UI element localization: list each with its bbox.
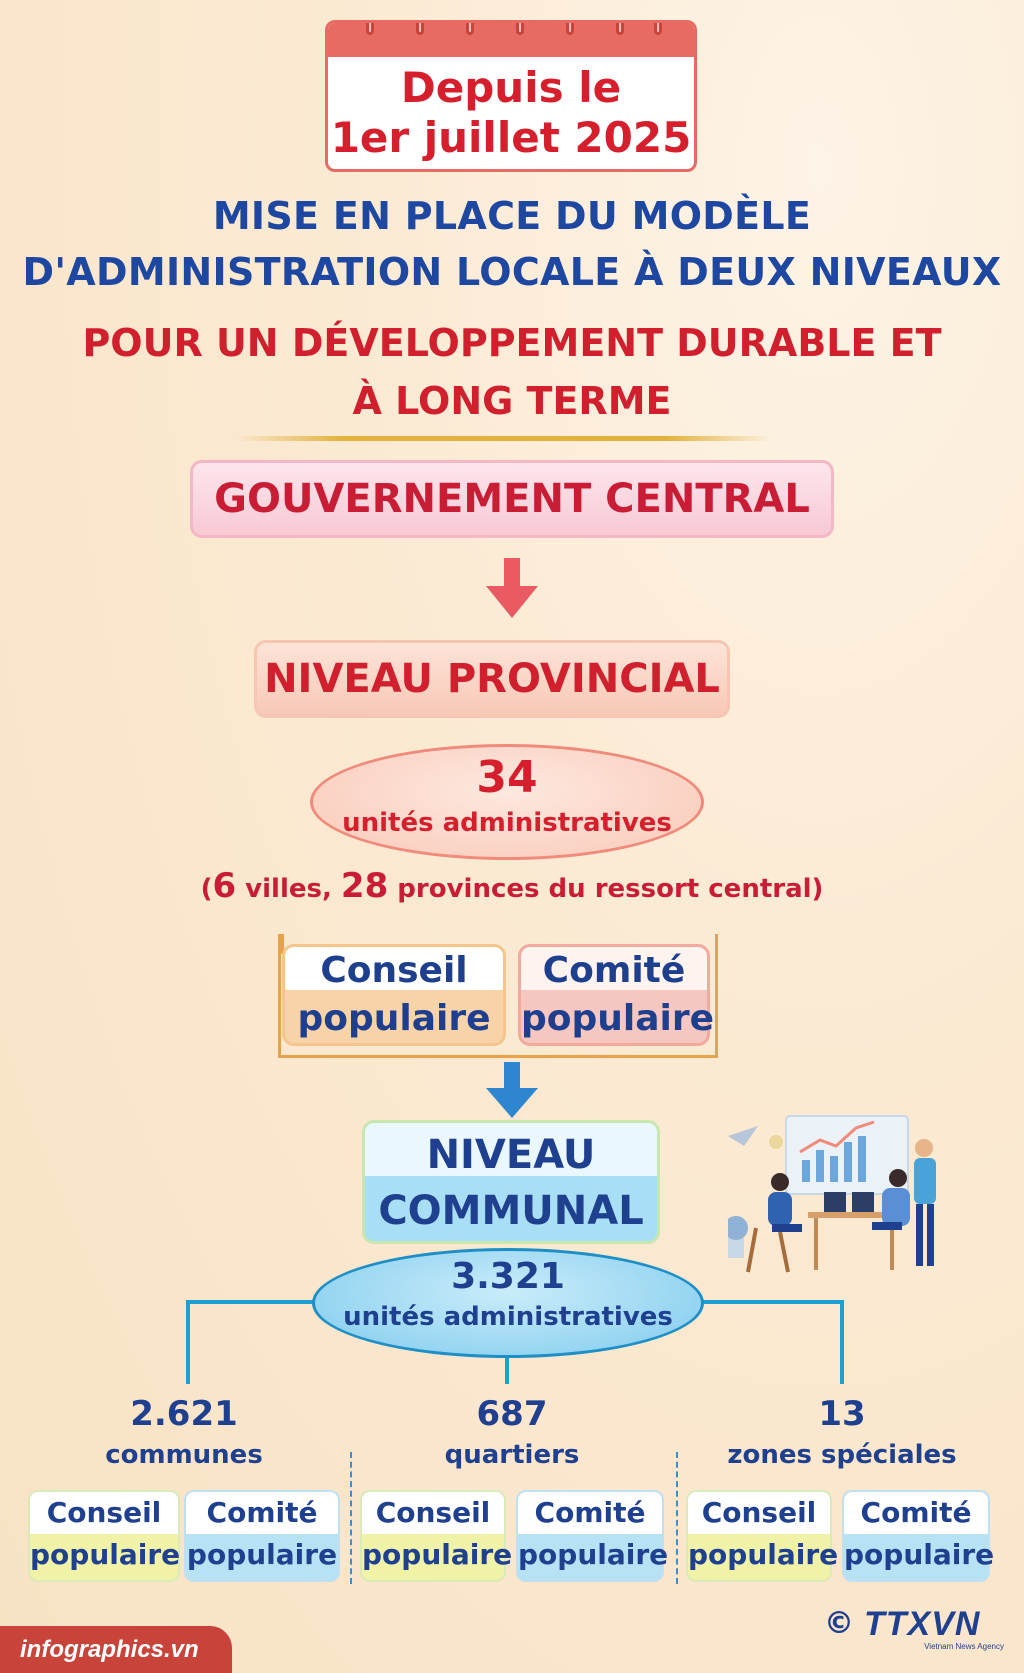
wards-label: quartiers [444, 1440, 580, 1470]
card-line-2: populaire [30, 1538, 181, 1571]
calendar-ring-icon [616, 20, 624, 35]
provincial-people-committee-card [518, 944, 715, 1046]
provincial-count: 34 [476, 752, 538, 803]
calendar-ring-icon [654, 20, 662, 35]
subtitle [20, 314, 1004, 430]
branch-line-right-down [840, 1300, 844, 1384]
provincial-count-label: unités administratives [342, 808, 672, 838]
communes-council-card [28, 1490, 180, 1582]
note-provinces-count: 28 [340, 866, 389, 906]
logo-subtitle: Vietnam News Agency [924, 1642, 1004, 1651]
central-government-box: GOUVERNEMENT CENTRAL [190, 460, 834, 538]
main-title [20, 188, 1004, 300]
calendar-ring-icon [416, 20, 424, 35]
column-separator [350, 1452, 352, 1584]
card-line-2: populaire [518, 1538, 669, 1571]
special-zones-count: 13 [818, 1394, 866, 1434]
special-zones-label: zones spéciales [727, 1440, 957, 1470]
arrow-down-icon [484, 1062, 540, 1120]
wards-council-card [360, 1490, 513, 1582]
title-line-2: D'ADMINISTRATION LOCALE À DEUX NIVEAUX [22, 250, 1002, 294]
zones-committee-card [842, 1490, 995, 1582]
card-line-2: populaire [521, 998, 715, 1039]
communal-label-line-2: COMMUNAL [378, 1188, 644, 1234]
footer-site: infographics.vn [20, 1636, 199, 1663]
communes-label: communes [105, 1440, 263, 1470]
card-line-2: populaire [688, 1538, 839, 1571]
communes-committee-card [184, 1490, 340, 1582]
communal-level-box [362, 1120, 660, 1244]
card-line-1: Comité [542, 950, 686, 991]
calendar-header-strip [328, 23, 694, 57]
card-line-2: populaire [186, 1538, 338, 1571]
branch-line-left-down [186, 1300, 190, 1384]
wards-committee-card [516, 1490, 669, 1582]
calendar-ring-icon [516, 20, 524, 35]
note-cities-text: villes, [236, 874, 341, 904]
calendar-badge [325, 20, 697, 172]
card-line-1: Conseil [320, 950, 468, 991]
card-line-2: populaire [297, 998, 491, 1039]
card-line-1: Conseil [701, 1496, 817, 1529]
communal-count-label: unités administratives [343, 1302, 673, 1332]
provincial-level-box: NIVEAU PROVINCIAL [254, 640, 730, 718]
card-line-1: Conseil [375, 1496, 491, 1529]
calendar-line-2: 1er juillet 2025 [330, 113, 692, 162]
title-line-1: MISE EN PLACE DU MODÈLE [212, 194, 812, 238]
title-divider [236, 436, 772, 441]
ttxvn-logo: TTXVN [864, 1605, 981, 1643]
wards-count: 687 [476, 1394, 548, 1434]
arrow-down-icon [484, 558, 540, 620]
calendar-line-1: Depuis le [400, 63, 622, 112]
card-line-1: Conseil [46, 1496, 162, 1529]
communal-count: 3.321 [451, 1256, 565, 1297]
zones-council-card [686, 1490, 839, 1582]
communal-label-line-1: NIVEAU [426, 1132, 596, 1178]
card-line-1: Comité [206, 1496, 318, 1529]
communes-count: 2.621 [130, 1394, 238, 1434]
card-line-1: Comité [534, 1496, 646, 1529]
calendar-ring-icon [566, 20, 574, 35]
office-team-illustration [728, 1112, 958, 1276]
branch-line-left [186, 1300, 316, 1304]
calendar-ring-icon [366, 20, 374, 35]
calendar-date [328, 63, 694, 163]
card-line-2: populaire [362, 1538, 513, 1571]
copyright-icon: © [824, 1606, 854, 1641]
card-line-2: populaire [844, 1538, 995, 1571]
provincial-breakdown-note [100, 866, 924, 909]
title-line-3: POUR UN DÉVELOPPEMENT DURABLE ET [82, 321, 942, 365]
provincial-people-council-card [282, 944, 506, 1046]
calendar-ring-icon [466, 20, 474, 35]
note-provinces-text: provinces du ressort central) [388, 874, 824, 904]
branch-line-right [700, 1300, 844, 1304]
note-cities-count: 6 [212, 866, 237, 906]
card-line-1: Comité [860, 1496, 972, 1529]
note-open: ( [200, 874, 213, 904]
column-separator [676, 1452, 678, 1584]
title-line-4: À LONG TERME [352, 379, 672, 423]
